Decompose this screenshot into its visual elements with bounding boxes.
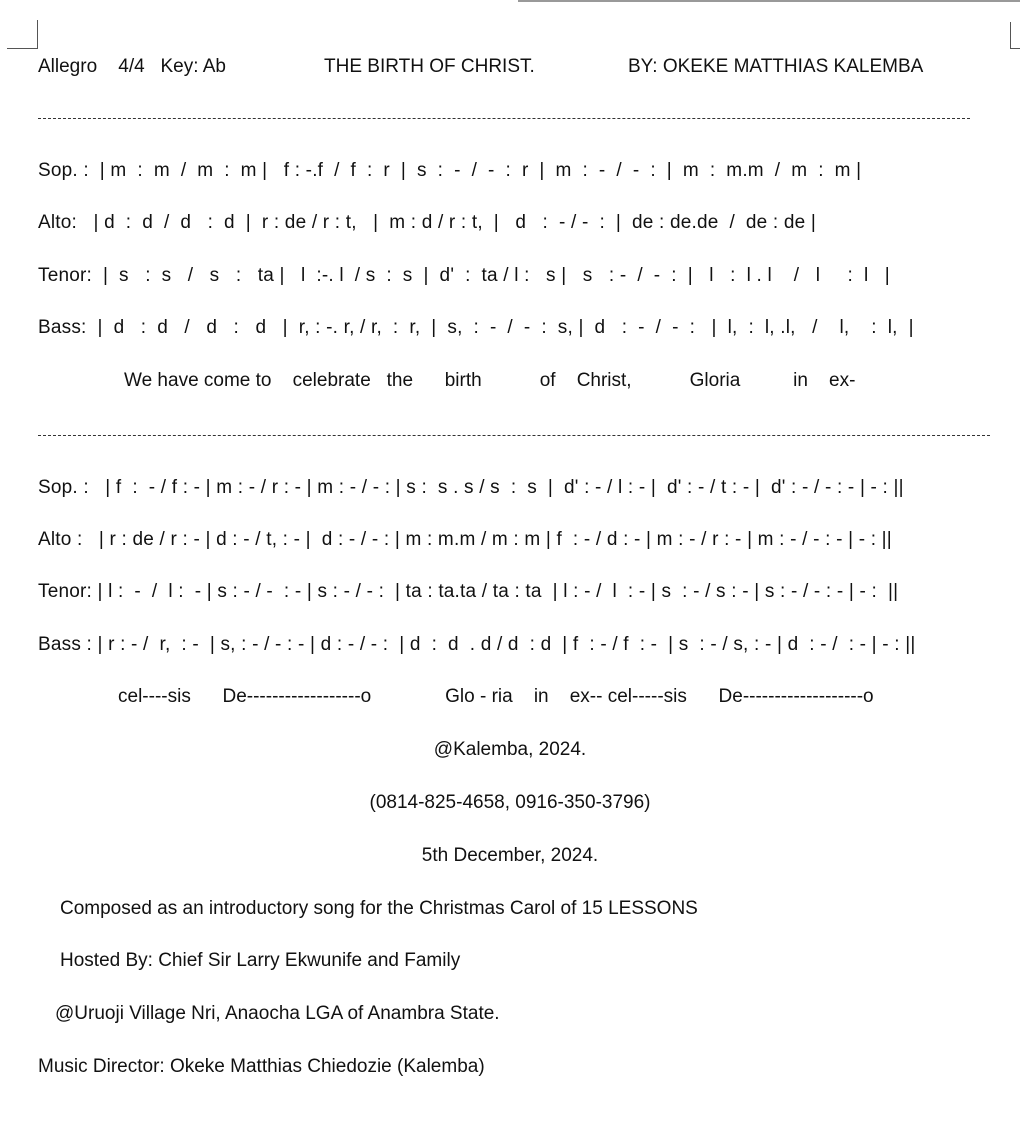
lyrics-line-1: We have come to celebrate the birth of Christ, Gloria in ex- <box>124 370 856 391</box>
tenor-line-1: Tenor: | s : s / s : ta | l :-. l / s : s | d' : ta / l : s | s : - / - : | l : l . l / l : l | <box>38 265 890 286</box>
tempo-key-label: Allegro 4/4 Key: Ab <box>38 56 226 77</box>
soprano-line-2: Sop. : | f : - / f : - | m : - / r : - | m : - / - : | s : s . s / s : s | d' : - / l : - | d' : - / t : - | d' : - / - : - | - : || <box>38 477 904 498</box>
margin-corner-mark-left <box>7 20 38 49</box>
music-director-note: Music Director: Okeke Matthias Chiedozie (Kalemba) <box>38 1056 485 1077</box>
dashed-divider-2 <box>38 435 990 436</box>
bass-line-2: Bass : | r : - / r, : - | s, : - / - : - | d : - / - : | d : d . d / d : d | f : - / f : - | s : - / s, : - | d : - / : - | - : || <box>38 634 916 655</box>
composition-date: 5th December, 2024. <box>421 845 599 866</box>
copyright-text: @Kalemba, 2024. <box>433 739 587 760</box>
composition-note: Composed as an introductory song for the Christmas Carol of 15 LESSONS <box>60 898 698 919</box>
host-note: Hosted By: Chief Sir Larry Ekwunife and Family <box>60 950 461 971</box>
song-title: THE BIRTH OF CHRIST. <box>324 56 535 77</box>
margin-corner-mark-right <box>1010 22 1020 49</box>
page-top-edge <box>518 0 1020 2</box>
alto-line-2: Alto : | r : de / r : - | d : - / t, : - | d : - / - : | m : m.m / m : m | f : - / d : - | m : - / r : - | m : - / - : - | - : || <box>38 529 892 550</box>
phone-numbers: (0814-825-4658, 0916-350-3796) <box>369 792 651 813</box>
tenor-line-2: Tenor: | l : - / l : - | s : - / - : - | s : - / - : | ta : ta.ta / ta : ta | l : - / l : - | s : - / s : - | s : - / - : - | - : || <box>38 581 899 602</box>
bass-line-1: Bass: | d : d / d : d | r, : -. r, / r, : r, | s, : - / - : s, | d : - / - : | l, : l, .l, / l, : l, | <box>38 317 914 338</box>
location-note: @Uruoji Village Nri, Anaocha LGA of Anambra State. <box>55 1003 500 1024</box>
dashed-divider-1 <box>38 118 970 119</box>
alto-line-1: Alto: | d : d / d : d | r : de / r : t, | m : d / r : t, | d : - / - : | de : de.de / de : de | <box>38 212 816 233</box>
lyrics-line-2: cel----sis De------------------o Glo - ria in ex-- cel-----sis De-------------------o <box>118 686 874 707</box>
soprano-line-1: Sop. : | m : m / m : m | f : -.f / f : r | s : - / - : r | m : - / - : | m : m.m / m : m | <box>38 160 862 181</box>
score-header <box>38 55 983 151</box>
composer-byline: BY: OKEKE MATTHIAS KALEMBA <box>628 56 924 77</box>
